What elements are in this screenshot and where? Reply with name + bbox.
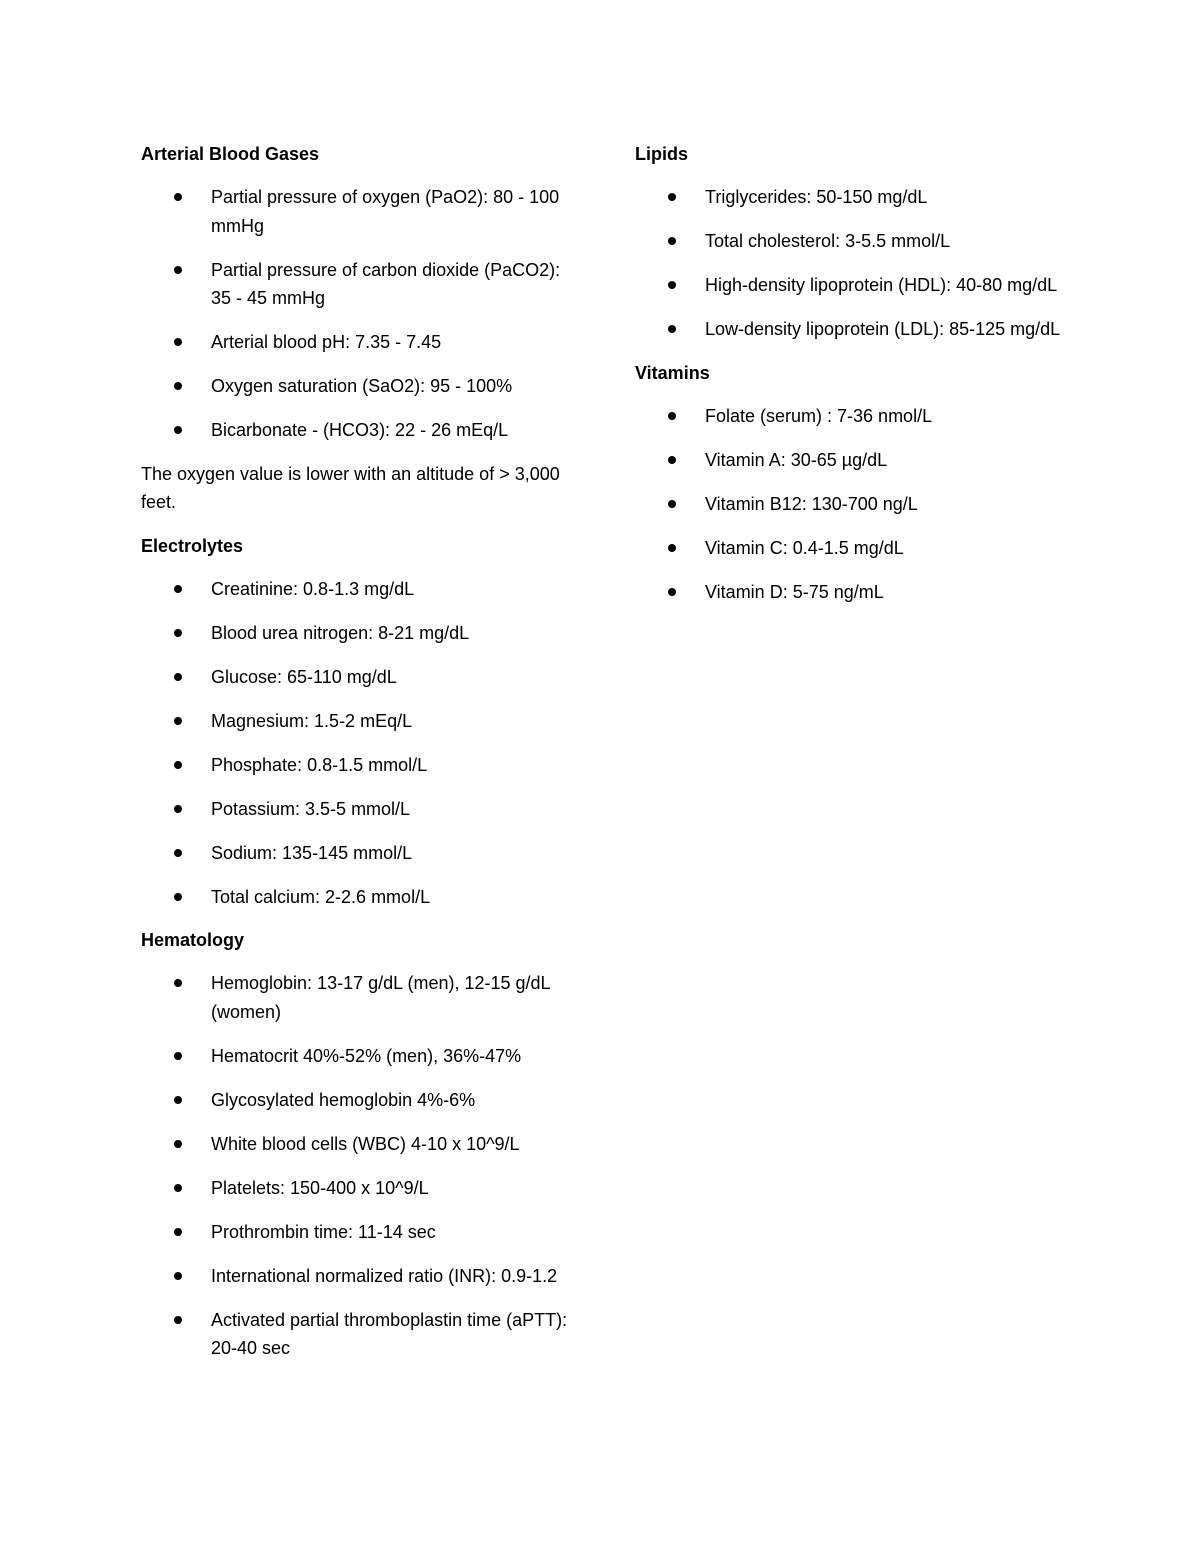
list-item <box>141 969 581 1026</box>
section-arterial-blood-gases <box>141 140 581 517</box>
list-item-text: Platelets: 150-400 x 10^9/L <box>211 1177 429 1198</box>
list-item-text: Activated partial thromboplastin time (aPTT): 20-40 sec <box>211 1309 568 1358</box>
bullet-icon <box>174 979 182 987</box>
bullet-icon <box>174 629 182 637</box>
abg-list <box>141 183 581 445</box>
list-item-text: Triglycerides: 50-150 mg/dL <box>705 187 928 207</box>
list-item-text: White blood cells (WBC) 4-10 x 10^9/L <box>211 1133 520 1154</box>
list-item <box>141 1218 581 1247</box>
right-column <box>635 140 1075 621</box>
left-column <box>141 140 581 1378</box>
list-item <box>141 1306 581 1363</box>
bullet-icon <box>174 673 182 681</box>
bullet-icon <box>174 1272 182 1280</box>
list-item <box>141 663 581 692</box>
section-lipids <box>635 140 1075 344</box>
section-heading: Lipids <box>635 144 688 164</box>
section-heading: Arterial Blood Gases <box>141 144 320 164</box>
list-item-text: Glycosylated hemoglobin 4%-6% <box>211 1089 476 1110</box>
bullet-icon <box>668 412 676 420</box>
bullet-icon <box>174 338 182 346</box>
list-item-text: Blood urea nitrogen: 8-21 mg/dL <box>211 622 470 643</box>
list-item-text: Phosphate: 0.8-1.5 mmol/L <box>211 754 428 775</box>
list-item-text: Glucose: 65-110 mg/dL <box>211 666 397 687</box>
list-item <box>141 619 581 648</box>
bullet-icon <box>668 588 676 596</box>
list-item-text: Partial pressure of carbon dioxide (PaCO2): 35 - 45 mmHg <box>211 259 561 308</box>
bullet-icon <box>174 266 182 274</box>
section-hematology <box>141 926 581 1363</box>
list-item-text: Vitamin A: 30-65 µg/dL <box>705 449 888 470</box>
list-item <box>635 271 1075 300</box>
list-item-text: International normalized ratio (INR): 0.9-1.2 <box>211 1265 558 1286</box>
list-item-text: Arterial blood pH: 7.35 - 7.45 <box>211 332 442 352</box>
list-item <box>141 707 581 736</box>
bullet-icon <box>174 849 182 857</box>
list-item <box>635 183 1075 212</box>
vitamins-list <box>635 402 1075 607</box>
bullet-icon <box>174 193 182 201</box>
bullet-icon <box>668 456 676 464</box>
list-item-text: Creatinine: 0.8-1.3 mg/dL <box>211 578 415 599</box>
list-item <box>141 1130 581 1159</box>
bullet-icon <box>668 193 676 201</box>
list-item-text: Hematocrit 40%-52% (men), 36%-47% <box>211 1045 522 1066</box>
list-item <box>141 372 581 401</box>
list-item <box>635 534 1075 563</box>
bullet-icon <box>174 426 182 434</box>
bullet-icon <box>668 500 676 508</box>
bullet-icon <box>174 1096 182 1104</box>
bullet-icon <box>174 1140 182 1148</box>
list-item-text: Vitamin C: 0.4-1.5 mg/dL <box>705 537 904 558</box>
bullet-icon <box>174 1184 182 1192</box>
list-item-text: Low-density lipoprotein (LDL): 85-125 mg/dL <box>705 319 1061 339</box>
hematology-list <box>141 969 581 1363</box>
list-item <box>635 490 1075 519</box>
list-item <box>635 446 1075 475</box>
bullet-icon <box>174 1052 182 1060</box>
list-item <box>141 256 581 313</box>
list-item-text: Sodium: 135-145 mmol/L <box>211 842 413 863</box>
lipids-list <box>635 183 1075 344</box>
list-item <box>141 883 581 912</box>
list-item <box>141 1042 581 1071</box>
list-item <box>635 227 1075 256</box>
bullet-icon <box>668 237 676 245</box>
list-item <box>635 578 1075 607</box>
list-item <box>141 1174 581 1203</box>
list-item-text: Total cholesterol: 3-5.5 mmol/L <box>705 231 951 251</box>
list-item-text: Magnesium: 1.5-2 mEq/L <box>211 710 413 731</box>
list-item <box>635 402 1075 431</box>
list-item-text: Prothrombin time: 11-14 sec <box>211 1221 436 1242</box>
section-heading: Electrolytes <box>141 535 244 556</box>
list-item <box>141 328 581 357</box>
bullet-icon <box>174 1316 182 1324</box>
list-item <box>141 183 581 240</box>
list-item-text: Hemoglobin: 13-17 g/dL (men), 12-15 g/dL (women) <box>211 973 550 1022</box>
section-heading: Vitamins <box>635 362 710 383</box>
bullet-icon <box>174 585 182 593</box>
bullet-icon <box>174 1228 182 1236</box>
bullet-icon <box>174 382 182 390</box>
list-item <box>141 795 581 824</box>
list-item-text: Total calcium: 2-2.6 mmol/L <box>211 886 431 907</box>
list-item-text: Oxygen saturation (SaO2): 95 - 100% <box>211 376 513 396</box>
altitude-note: The oxygen value is lower with an altitude of > 3,000 feet. <box>141 463 560 512</box>
list-item-text: Vitamin D: 5-75 ng/mL <box>705 581 884 602</box>
list-item-text: High-density lipoprotein (HDL): 40-80 mg/dL <box>705 275 1058 295</box>
bullet-icon <box>668 281 676 289</box>
list-item <box>141 1086 581 1115</box>
list-item <box>141 839 581 868</box>
list-item-text: Folate (serum) : 7-36 nmol/L <box>705 405 933 426</box>
bullet-icon <box>668 325 676 333</box>
list-item <box>141 1262 581 1291</box>
bullet-icon <box>174 893 182 901</box>
bullet-icon <box>174 717 182 725</box>
list-item-text: Bicarbonate - (HCO3): 22 - 26 mEq/L <box>211 420 509 440</box>
electrolytes-list <box>141 575 581 912</box>
list-item-text: Partial pressure of oxygen (PaO2): 80 - 100 mmHg <box>211 187 560 236</box>
list-item <box>141 416 581 445</box>
bullet-icon <box>174 805 182 813</box>
list-item-text: Potassium: 3.5-5 mmol/L <box>211 798 411 819</box>
list-item <box>141 575 581 604</box>
section-heading: Hematology <box>141 930 245 950</box>
bullet-icon <box>668 544 676 552</box>
list-item <box>141 751 581 780</box>
bullet-icon <box>174 761 182 769</box>
list-item <box>635 315 1075 344</box>
section-electrolytes <box>141 532 581 912</box>
list-item-text: Vitamin B12: 130-700 ng/L <box>705 493 918 514</box>
section-vitamins <box>635 359 1075 607</box>
